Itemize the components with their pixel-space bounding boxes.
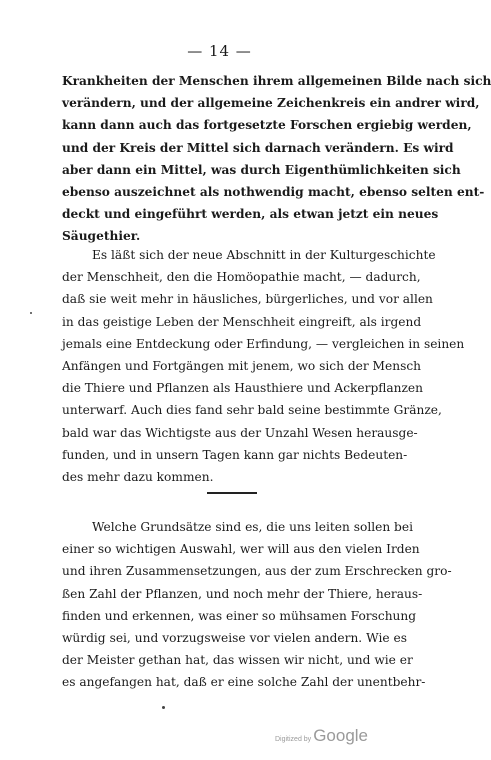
text-line: jemals eine Entdeckung oder Erfindung, — vergleichen in seinen bbox=[62, 336, 465, 351]
digitized-watermark bbox=[275, 726, 368, 746]
paragraph-1 bbox=[62, 70, 491, 248]
text-line: Säugethier. bbox=[62, 229, 141, 244]
watermark-prefix: Digitized by bbox=[275, 736, 312, 743]
google-logo: Google bbox=[313, 726, 369, 745]
text-line: des mehr dazu kommen. bbox=[62, 470, 214, 485]
text-line: und der Kreis der Mittel sich darnach verändern. Es wird bbox=[62, 140, 454, 155]
text-line: Es läßt sich der neue Abschnitt in der Kulturgeschichte bbox=[92, 248, 436, 262]
page-number: — 14 — bbox=[187, 42, 252, 60]
text-line: würdig sei, und vorzugsweise vor vielen andern. Wie es bbox=[62, 631, 407, 646]
text-line: ebenso auszeichnet als nothwendig macht, ebenso selten ent- bbox=[62, 185, 485, 200]
text-line: einer so wichtigen Auswahl, wer will aus den vielen Irden bbox=[62, 542, 420, 557]
ink-speck bbox=[162, 706, 165, 709]
text-line: und ihren Zusammensetzungen, aus der zum Erschrecken gro- bbox=[62, 564, 452, 579]
text-line: die Thiere und Pflanzen als Hausthiere und Ackerpflanzen bbox=[62, 381, 423, 396]
text-line: Welche Grundsätze sind es, die uns leiten sollen bei bbox=[92, 520, 413, 534]
text-line: bald war das Wichtigste aus der Unzahl Wesen herausge- bbox=[62, 425, 418, 440]
paragraph-3 bbox=[62, 516, 452, 694]
paragraph-2 bbox=[62, 244, 465, 488]
text-line: Krankheiten der Menschen ihrem allgemeinen Bilde nach sich bbox=[62, 74, 491, 88]
text-line: es angefangen hat, daß er eine solche Zahl der unentbehr- bbox=[62, 675, 426, 690]
text-line: kann dann auch das fortgesetzte Forschen ergiebig werden, bbox=[62, 118, 472, 133]
text-line: Anfängen und Fortgängen mit jenem, wo sich der Mensch bbox=[62, 359, 422, 374]
text-line: deckt und eingeführt werden, als etwan jetzt ein neues bbox=[62, 207, 439, 222]
ink-speck bbox=[30, 312, 32, 314]
text-line: der Meister gethan hat, das wissen wir nicht, und wie er bbox=[62, 653, 413, 668]
text-line: funden, und in unsern Tagen kann gar nichts Bedeuten- bbox=[62, 447, 408, 462]
text-line: ßen Zahl der Pflanzen, und noch mehr der Thiere, heraus- bbox=[62, 586, 423, 601]
text-line: daß sie weit mehr in häusliches, bürgerliches, und vor allen bbox=[62, 292, 433, 307]
text-line: verändern, und der allgemeine Zeichenkreis ein andrer wird, bbox=[62, 96, 480, 111]
text-line: aber dann ein Mittel, was durch Eigenthümlichkeiten sich bbox=[62, 162, 461, 177]
text-line: unterwarf. Auch dies fand sehr bald seine bestimmte Gränze, bbox=[62, 403, 442, 418]
section-divider bbox=[207, 492, 257, 494]
text-line: finden und erkennen, was einer so mühsamen Forschung bbox=[62, 608, 417, 623]
text-line: der Menschheit, den die Homöopathie macht, — dadurch, bbox=[62, 270, 421, 285]
text-line: in das geistige Leben der Menschheit eingreift, als irgend bbox=[62, 314, 422, 329]
